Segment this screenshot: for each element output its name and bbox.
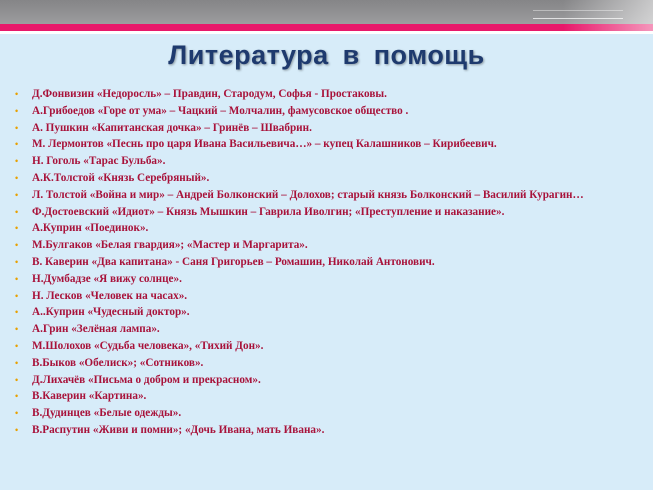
list-item-text: Л. Толстой «Война и мир» – Андрей Болконский – Долохов; старый князь Болконский – Василий Курагин… xyxy=(32,188,584,201)
list-item xyxy=(12,121,630,135)
list-item xyxy=(12,389,630,403)
list-item xyxy=(12,154,630,168)
list-item-text: Ф.Достоевский «Идиот» – Князь Мышкин – Гаврила Иволгин; «Преступление и наказание». xyxy=(32,205,505,218)
list-item xyxy=(12,87,630,101)
list-item-text: Д.Лихачёв «Письма о добром и прекрасном». xyxy=(32,373,261,386)
bullet-icon: • xyxy=(15,240,19,251)
header-gray-strip xyxy=(0,0,653,24)
list-item xyxy=(12,104,630,118)
list-item xyxy=(12,255,630,269)
list-item-text: А.Куприн «Поединок». xyxy=(32,222,149,235)
list-item xyxy=(12,205,630,219)
list-item xyxy=(12,137,630,151)
bullet-icon: • xyxy=(15,391,19,402)
bullet-icon: • xyxy=(15,206,19,217)
header-light-fade xyxy=(563,0,653,34)
list-item xyxy=(12,322,630,336)
literature-list xyxy=(12,87,630,440)
bullet-icon: • xyxy=(15,256,19,267)
list-item-text: Д.Фонвизин «Недоросль» – Правдин, Стародум, Софья - Простаковы. xyxy=(32,88,387,100)
list-item-text: А..Куприн «Чудесный доктор». xyxy=(32,306,190,319)
list-item xyxy=(12,339,630,353)
list-item-text: Н. Гоголь «Тарас Бульба». xyxy=(32,155,166,168)
list-item xyxy=(12,289,630,303)
bullet-icon: • xyxy=(15,223,19,234)
list-item-text: А.Грин «Зелёная лампа». xyxy=(32,323,160,336)
bullet-icon: • xyxy=(15,273,19,284)
list-item-text: А. Пушкин «Капитанская дочка» – Гринёв – Швабрин. xyxy=(32,121,312,134)
list-item xyxy=(12,188,630,202)
list-item-text: А.Грибоедов «Горе от ума» – Чацкий – Молчалин, фамусовское общество . xyxy=(32,104,409,117)
list-item-text: В.Дудинцев «Белые одежды». xyxy=(32,407,182,420)
list-item-text: В.Быков «Обелиск»; «Сотников». xyxy=(32,356,204,369)
slide-title: Литература в помощь xyxy=(168,40,485,70)
bullet-icon: • xyxy=(15,156,19,167)
header-pink-strip xyxy=(0,24,653,31)
decorative-header-band xyxy=(0,0,653,34)
list-item xyxy=(12,171,630,185)
bullet-icon: • xyxy=(15,139,19,150)
list-item xyxy=(12,406,630,420)
bullet-icon: • xyxy=(15,172,19,183)
list-item-text: В. Каверин «Два капитана» - Саня Григорьев – Ромашин, Николай Антонович. xyxy=(32,255,435,268)
list-item xyxy=(12,373,630,387)
list-item-text: М. Лермонтов «Песнь про царя Ивана Васильевича…» – купец Калашников – Кирибеевич. xyxy=(32,138,497,151)
list-item-text: Н.Думбадзе «Я вижу солнце». xyxy=(32,272,182,285)
bullet-icon: • xyxy=(15,324,19,335)
bullet-icon: • xyxy=(15,105,19,116)
list-item xyxy=(12,272,630,286)
bullet-icon: • xyxy=(15,357,19,368)
list-item xyxy=(12,238,630,252)
list-item xyxy=(12,423,630,437)
header-white-line xyxy=(0,31,653,34)
list-item-text: М.Булгаков «Белая гвардия»; «Мастер и Маргарита». xyxy=(32,239,308,252)
bullet-icon: • xyxy=(15,374,19,385)
list-item xyxy=(12,305,630,319)
bullet-icon: • xyxy=(15,424,19,435)
header-accent-lines xyxy=(533,18,623,19)
bullet-icon: • xyxy=(15,122,19,133)
bullet-icon: • xyxy=(15,340,19,351)
bullet-icon: • xyxy=(15,189,19,200)
list-item xyxy=(12,221,630,235)
list-item-text: В.Каверин «Картина». xyxy=(32,390,147,403)
list-item-text: А.К.Толстой «Князь Серебряный». xyxy=(32,171,210,184)
list-item-text: М.Шолохов «Судьба человека», «Тихий Дон». xyxy=(32,339,264,352)
bullet-icon: • xyxy=(15,408,19,419)
bullet-icon: • xyxy=(15,307,19,318)
bullet-icon: • xyxy=(15,290,19,301)
bullet-icon: • xyxy=(15,89,19,99)
list-item xyxy=(12,356,630,370)
list-item-text: В.Распутин «Живи и помни»; «Дочь Ивана, мать Ивана». xyxy=(32,423,325,436)
list-item-text: Н. Лесков «Человек на часах». xyxy=(32,289,188,302)
